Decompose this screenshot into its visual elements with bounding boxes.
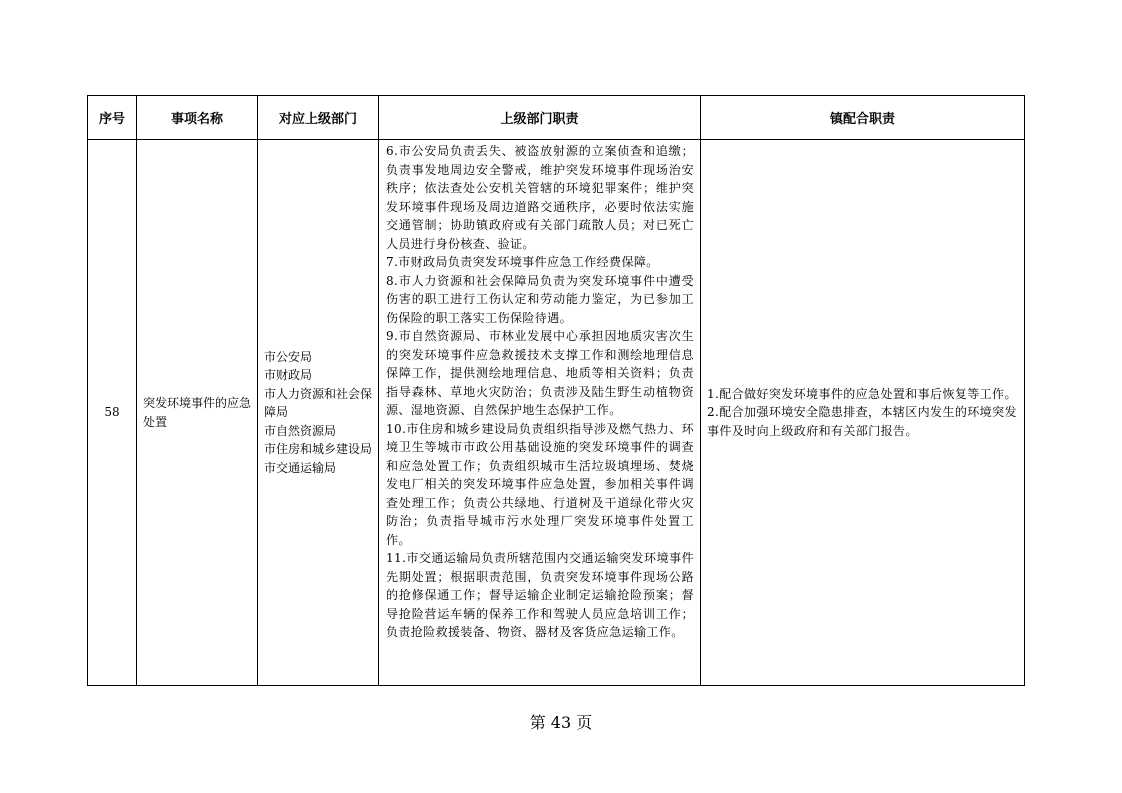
row-number: 58 <box>88 140 137 686</box>
town-duty-paragraph: 2.配合加强环境安全隐患排查，本辖区内发生的环境突发事件及时向上级政府和有关部门报告。 <box>707 405 1017 438</box>
responsibility-paragraph: 6.市公安局负责丢失、被盗放射源的立案侦查和追缴；负责事发地周边安全警戒，维护突发环境事件现场治安秩序；依法查处公安机关管辖的环境犯罪案件；维护突发环境事件现场及周边道路交通秩序，必要时依法实施交通管制；协助镇政府或有关部门疏散人员；对已死亡人员进行身份核查、验证。 <box>386 144 694 251</box>
responsibility-paragraph: 10.市住房和城乡建设局负责组织指导涉及燃气热力、环境卫生等城市市政公用基础设施的突发环境事件的调查和应急处置工作；负责组织城市生活垃圾填埋场、焚烧发电厂相关的突发环境事件应急处置，参加相关事件调查处理工作；负责公共绿地、行道树及干道绿化带火灾防治；负责指导城市污水处理厂突发环境事件处置工作。 <box>386 421 694 547</box>
responsibility-paragraph: 11.市交通运输局负责所辖范围内交通运输突发环境事件先期处置；根据职责范围，负责突发环境事件现场公路的抢修保通工作；督导运输企业制定运输抢险预案；督导抢险营运车辆的保养工作和驾驶人员应急培训工作；负责抢险救援装备、物资、器材及客货应急运输工作。 <box>386 551 694 639</box>
departments-list <box>264 348 372 478</box>
responsibility-paragraph: 8.市人力资源和社会保障局负责为突发环境事件中遭受伤害的职工进行工伤认定和劳动能力鉴定，为已参加工伤保险的职工落实工伤保险待遇。 <box>386 273 694 325</box>
department-item: 市住房和城乡建设局 <box>264 442 373 457</box>
header-superior-responsibilities: 上级部门职责 <box>379 96 701 140</box>
department-item: 市财政局 <box>264 368 313 383</box>
department-item: 市人力资源和社会保障局 <box>264 386 373 420</box>
header-departments: 对应上级部门 <box>258 96 379 140</box>
department-item: 市自然资源局 <box>264 423 337 438</box>
row-town-duties <box>701 140 1025 686</box>
page-number: 第 43 页 <box>529 713 593 732</box>
table-header-row <box>88 96 1025 140</box>
header-number: 序号 <box>88 96 137 140</box>
department-item: 市公安局 <box>264 349 313 364</box>
responsibility-paragraph: 7.市财政局负责突发环境事件应急工作经费保障。 <box>386 255 659 269</box>
row-departments <box>258 140 379 686</box>
town-duty-paragraph: 1.配合做好突发环境事件的应急处置和事后恢复等工作。 <box>707 386 1017 401</box>
header-town-duties: 镇配合职责 <box>701 96 1025 140</box>
row-superior-responsibilities <box>379 140 701 686</box>
department-item: 市交通运输局 <box>264 460 337 475</box>
row-item-name: 突发环境事件的应急处置 <box>137 140 258 686</box>
responsibility-paragraph: 9.市自然资源局、市林业发展中心承担因地质灾害次生的突发环境事件应急救援技术支撑工作和测绘地理信息保障工作，提供测绘地理信息、地质等相关资料；负责指导森林、草地火灾防治；负责涉及陆生野生动植物资源、湿地资源、自然保护地生态保护工作。 <box>386 329 694 417</box>
table-row <box>88 140 1025 686</box>
responsibility-table <box>87 95 1025 686</box>
header-item-name: 事项名称 <box>137 96 258 140</box>
